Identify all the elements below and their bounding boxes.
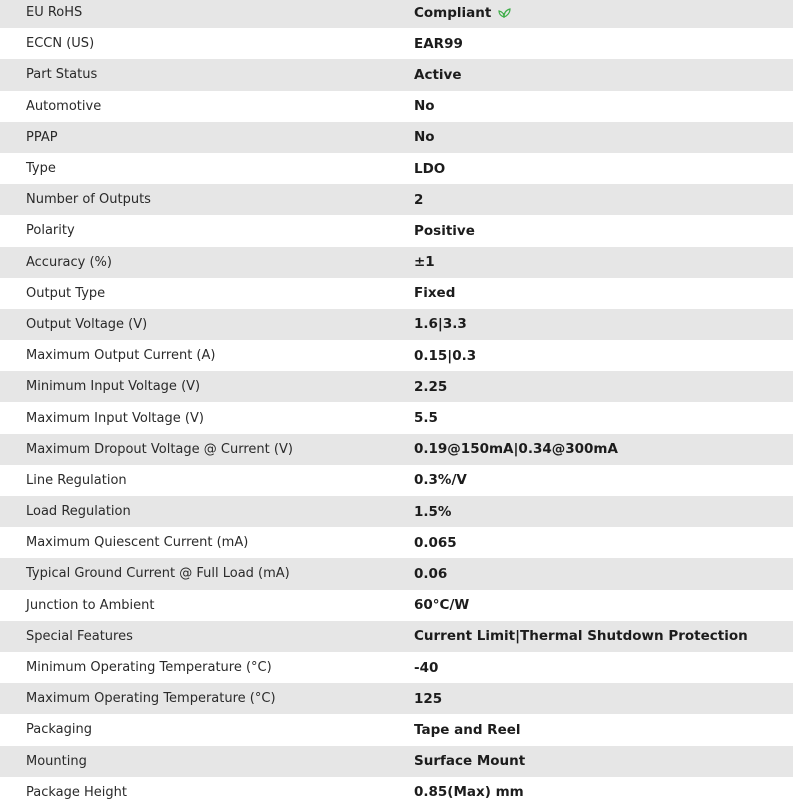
- table-row: [0, 91, 793, 122]
- row-label: Mounting: [26, 753, 87, 769]
- row-label: Load Regulation: [26, 504, 131, 520]
- row-value: 125: [414, 690, 443, 707]
- table-row: [0, 371, 793, 402]
- row-value: LDO: [414, 160, 446, 177]
- row-value-cell: [414, 0, 793, 28]
- row-value: No: [414, 98, 435, 115]
- row-label: PPAP: [26, 129, 58, 145]
- row-value: 2.25: [414, 378, 448, 395]
- table-row: [0, 434, 793, 465]
- row-value: -40: [414, 659, 439, 676]
- table-row: [0, 621, 793, 652]
- row-value: 0.15|0.3: [414, 347, 477, 364]
- row-label: Output Type: [26, 285, 106, 301]
- row-label: Maximum Quiescent Current (mA): [26, 535, 249, 551]
- table-row: [0, 28, 793, 59]
- row-value: Fixed: [414, 285, 456, 302]
- row-label: Minimum Input Voltage (V): [26, 379, 201, 395]
- row-label: Minimum Operating Temperature (°C): [26, 660, 272, 676]
- row-label: Maximum Output Current (A): [26, 348, 216, 364]
- table-row: [0, 0, 793, 28]
- row-value: EAR99: [414, 35, 463, 52]
- table-row: [0, 652, 793, 683]
- row-value: 0.065: [414, 534, 457, 551]
- table-row: [0, 777, 793, 808]
- row-label: EU RoHS: [26, 5, 83, 21]
- row-label: Package Height: [26, 784, 127, 800]
- row-value: Tape and Reel: [414, 721, 521, 738]
- table-row: [0, 340, 793, 371]
- row-label: Number of Outputs: [26, 192, 151, 208]
- row-label: Special Features: [26, 628, 133, 644]
- table-row: [0, 309, 793, 340]
- row-value: ±1: [414, 254, 435, 271]
- row-label: Maximum Operating Temperature (°C): [26, 691, 276, 707]
- table-row: [0, 465, 793, 496]
- table-row: [0, 215, 793, 246]
- table-row: [0, 184, 793, 215]
- row-value: 1.6|3.3: [414, 316, 467, 333]
- table-row: [0, 714, 793, 745]
- row-label: Accuracy (%): [26, 254, 112, 270]
- row-label: Polarity: [26, 223, 75, 239]
- table-row: [0, 247, 793, 278]
- table-row: [0, 402, 793, 433]
- row-value: Surface Mount: [414, 753, 526, 770]
- row-value: 0.85(Max) mm: [414, 784, 524, 801]
- row-value: 0.3%/V: [414, 472, 467, 489]
- row-value: 5.5: [414, 410, 438, 427]
- row-label: Type: [26, 161, 56, 177]
- row-label: Maximum Dropout Voltage @ Current (V): [26, 441, 293, 457]
- row-label: Output Voltage (V): [26, 316, 148, 332]
- row-value: Current Limit|Thermal Shutdown Protection: [414, 628, 748, 645]
- table-row: [0, 59, 793, 90]
- row-label: Part Status: [26, 67, 98, 83]
- row-label: Typical Ground Current @ Full Load (mA): [26, 566, 290, 582]
- row-label: Junction to Ambient: [26, 597, 155, 613]
- table-row: [0, 496, 793, 527]
- row-value: 0.06: [414, 565, 448, 582]
- row-value: Active: [414, 66, 462, 83]
- row-label: Packaging: [26, 722, 92, 738]
- row-value: Positive: [414, 222, 475, 239]
- table-row: [0, 558, 793, 589]
- row-value: 2: [414, 191, 424, 208]
- row-value: 0.19@150mA|0.34@300mA: [414, 441, 618, 458]
- row-value: No: [414, 129, 435, 146]
- table-row: [0, 590, 793, 621]
- table-row: [0, 153, 793, 184]
- table-row: [0, 683, 793, 714]
- table-row: [0, 278, 793, 309]
- row-label: Maximum Input Voltage (V): [26, 410, 204, 426]
- table-row: [0, 746, 793, 777]
- row-value: 1.5%: [414, 503, 452, 520]
- leaf-icon: [497, 6, 511, 18]
- table-row: [0, 122, 793, 153]
- row-label: ECCN (US): [26, 36, 95, 52]
- table-row: [0, 527, 793, 558]
- row-value: Compliant: [414, 4, 492, 21]
- row-label: Automotive: [26, 98, 102, 114]
- row-value: 60°C/W: [414, 597, 470, 614]
- row-label: Line Regulation: [26, 472, 127, 488]
